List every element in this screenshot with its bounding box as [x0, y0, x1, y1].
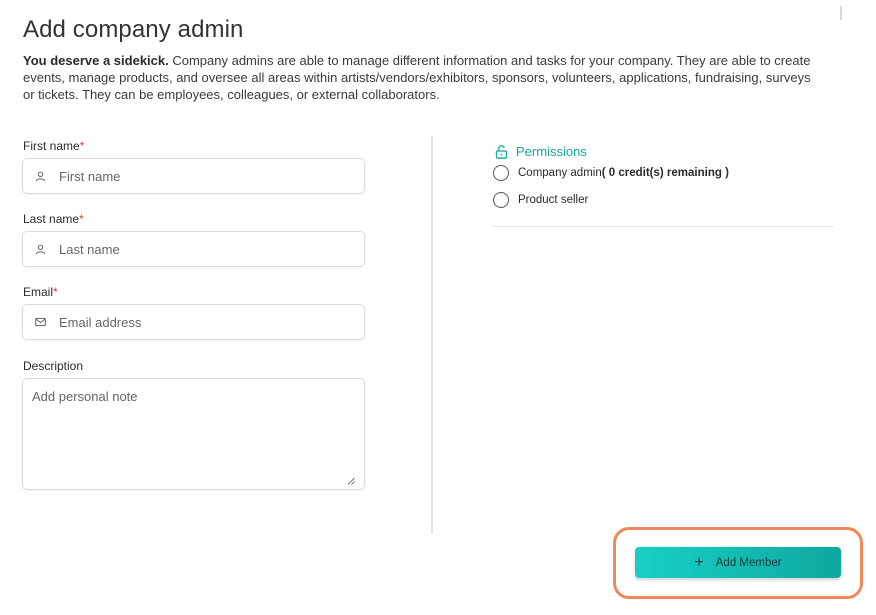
first-name-label-text: First name — [23, 139, 80, 153]
permissions-heading: Permissions — [516, 144, 587, 159]
required-mark: * — [79, 212, 84, 226]
email-input[interactable] — [59, 315, 339, 330]
permission-label: Product seller — [518, 194, 589, 206]
last-name-label — [23, 212, 84, 226]
permissions-divider — [493, 226, 834, 227]
required-mark: * — [53, 285, 58, 299]
radio-company-admin[interactable] — [493, 165, 509, 181]
email-label-text: Email — [23, 285, 54, 299]
page-title: Add company admin — [23, 16, 244, 43]
description-label: Description — [23, 359, 84, 373]
radio-product-seller[interactable] — [493, 192, 509, 208]
user-icon — [33, 169, 47, 183]
email-label — [23, 285, 58, 299]
scrollbar-indicator[interactable] — [840, 6, 842, 20]
description-textarea[interactable] — [32, 389, 352, 479]
column-divider — [431, 136, 433, 534]
intro-paragraph — [23, 52, 823, 103]
permissions-header — [495, 144, 587, 159]
add-member-button[interactable] — [635, 547, 841, 578]
permission-company-admin[interactable] — [493, 165, 729, 181]
intro-bold: You deserve a sidekick. — [23, 53, 169, 68]
intro-text: Company admins are able to manage different information and tasks for your company. They are able to create events, manage products, and oversee all areas within artists/vendors/exhibitors, sponsors, volunteers, applications, fundraising, surveys or tickets. They can be employees, colleagues, or external collaborators. — [23, 53, 811, 102]
first-name-field[interactable] — [22, 158, 365, 194]
resize-handle-icon[interactable] — [347, 472, 355, 480]
first-name-input[interactable] — [59, 169, 339, 184]
unlock-icon — [495, 145, 509, 159]
last-name-input[interactable] — [59, 242, 339, 257]
mail-icon — [33, 315, 47, 329]
email-field[interactable] — [22, 304, 365, 340]
plus-icon: + — [694, 553, 704, 571]
credits-remaining: ( 0 credit(s) remaining ) — [601, 167, 729, 179]
add-member-label: Add Member — [715, 556, 782, 569]
permission-product-seller[interactable] — [493, 192, 588, 208]
permission-label: Company admin — [518, 167, 602, 179]
required-mark: * — [79, 139, 85, 153]
user-icon — [33, 242, 47, 256]
description-field[interactable] — [22, 378, 365, 490]
last-name-field[interactable] — [22, 231, 365, 267]
last-name-label-text: Last name — [23, 212, 80, 226]
first-name-label — [23, 139, 84, 153]
